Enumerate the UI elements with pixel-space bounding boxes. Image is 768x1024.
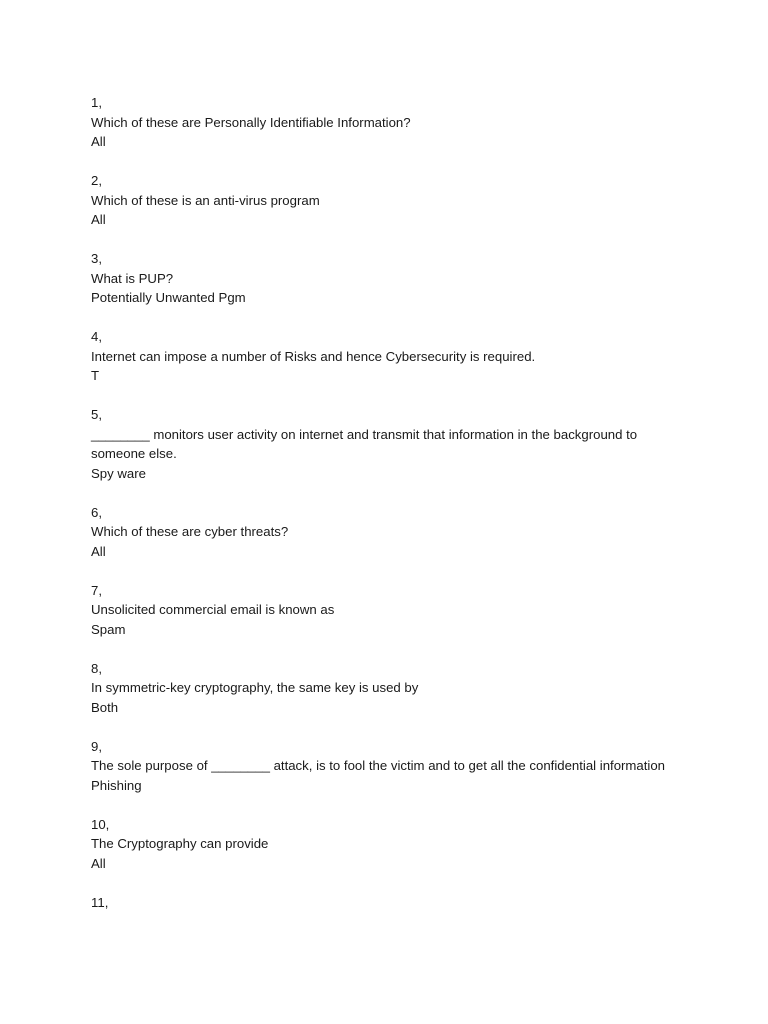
question-answer-list [91,93,691,932]
question-text: Which of these are Personally Identifiable Information? [91,114,411,130]
answer-text: Both [91,699,119,715]
question-text: The sole purpose of ________ attack, is to fool the victim and to get all the confidential information [91,758,666,773]
question-text: In symmetric-key cryptography, the same key is used by [91,680,419,695]
question-item-11 [91,893,691,913]
question-item-7 [91,581,691,640]
question-text: Which of these is an anti-virus program [91,192,320,208]
answer-text: Potentially Unwanted Pgm [91,290,246,305]
question-number: 1, [91,95,102,110]
question-item-2 [91,171,691,230]
answer-text: All [91,212,106,227]
question-text: Unsolicited commercial email is known as [91,602,335,617]
question-item-9 [91,737,691,796]
question-number: 11, [91,894,109,910]
question-number: 3, [91,251,102,266]
question-text: Which of these are cyber threats? [91,524,289,539]
question-text: What is PUP? [91,270,174,286]
question-number: 4, [91,329,102,344]
answer-text: Phishing [91,777,142,793]
question-text: ________ monitors user activity on internet and transmit that information in the background to someone else. [91,426,638,461]
question-number: 9, [91,738,102,754]
question-item-10 [91,815,691,874]
answer-text: All [91,134,106,149]
answer-text: T [91,368,100,383]
question-number: 10, [91,816,110,832]
question-number: 5, [91,407,102,422]
question-item-5 [91,405,691,483]
question-number: 2, [91,173,102,188]
question-item-8 [91,659,691,718]
question-number: 6, [91,504,102,520]
answer-text: Spy ware [91,465,146,481]
answer-text: All [91,543,106,559]
answer-text: All [91,855,106,871]
question-item-1 [91,93,691,152]
question-item-3 [91,249,691,308]
question-item-6 [91,503,691,562]
question-item-4 [91,327,691,386]
answer-text: Spam [91,621,126,637]
question-number: 7, [91,582,102,598]
question-number: 8, [91,660,102,676]
question-text: The Cryptography can provide [91,836,269,851]
question-text: Internet can impose a number of Risks and hence Cybersecurity is required. [91,348,536,364]
